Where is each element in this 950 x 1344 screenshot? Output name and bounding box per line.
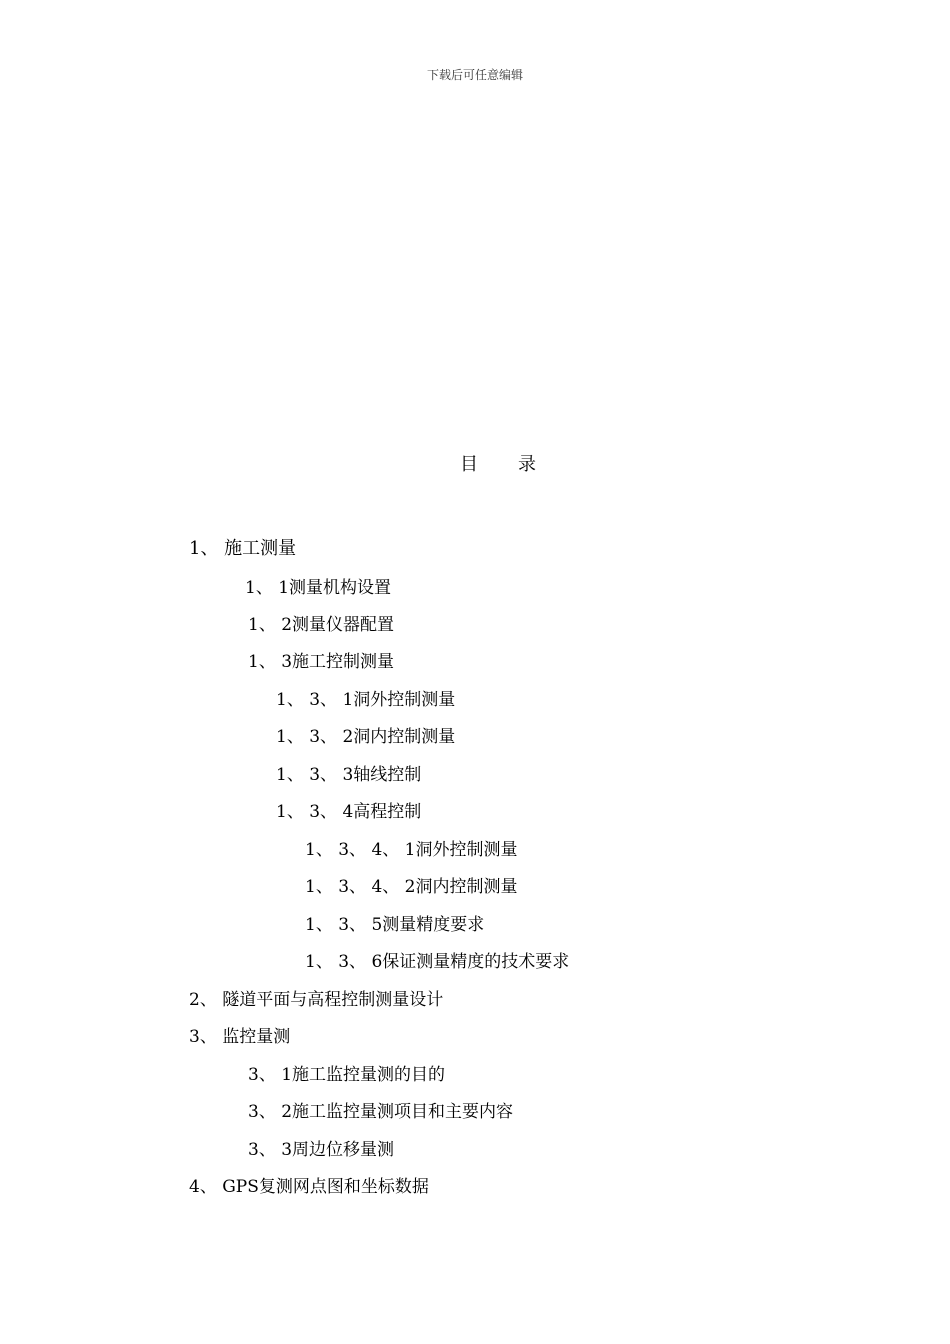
toc-title-right: 录 bbox=[518, 454, 536, 475]
toc-entry-3[interactable]: 3、 监控量测 bbox=[189, 1027, 291, 1047]
toc-entry-1-2[interactable]: 1、 2测量仪器配置 bbox=[248, 615, 395, 635]
toc-entry-1[interactable]: 1、 施工测量 bbox=[189, 538, 297, 559]
toc-entry-1-3-3[interactable]: 1、 3、 3轴线控制 bbox=[276, 765, 422, 785]
toc-title bbox=[460, 450, 536, 476]
toc-entry-3-2[interactable]: 3、 2施工监控量测项目和主要内容 bbox=[248, 1102, 514, 1122]
toc-entry-1-3-6[interactable]: 1、 3、 6保证测量精度的技术要求 bbox=[305, 952, 570, 972]
toc-entry-1-3[interactable]: 1、 3施工控制测量 bbox=[248, 652, 395, 672]
toc-entry-1-3-5[interactable]: 1、 3、 5测量精度要求 bbox=[305, 915, 485, 935]
toc-entry-3-3[interactable]: 3、 3周边位移量测 bbox=[248, 1140, 395, 1160]
toc-entry-1-3-4[interactable]: 1、 3、 4高程控制 bbox=[276, 802, 422, 822]
page-header-note: 下载后可任意编辑 bbox=[426, 68, 523, 82]
toc-entry-1-1[interactable]: 1、 1测量机构设置 bbox=[245, 578, 392, 598]
toc-entry-3-1[interactable]: 3、 1施工监控量测的目的 bbox=[248, 1065, 446, 1085]
toc-entry-1-3-4-2[interactable]: 1、 3、 4、 2洞内控制测量 bbox=[305, 877, 518, 897]
toc-entry-1-3-4-1[interactable]: 1、 3、 4、 1洞外控制测量 bbox=[305, 840, 518, 860]
toc-entry-1-3-1[interactable]: 1、 3、 1洞外控制测量 bbox=[276, 690, 456, 710]
toc-entry-2[interactable]: 2、 隧道平面与高程控制测量设计 bbox=[189, 990, 444, 1010]
toc-entry-1-3-2[interactable]: 1、 3、 2洞内控制测量 bbox=[276, 727, 456, 747]
toc-entry-4[interactable]: 4、 GPS复测网点图和坐标数据 bbox=[189, 1177, 429, 1197]
toc-title-left: 目 bbox=[460, 454, 478, 475]
